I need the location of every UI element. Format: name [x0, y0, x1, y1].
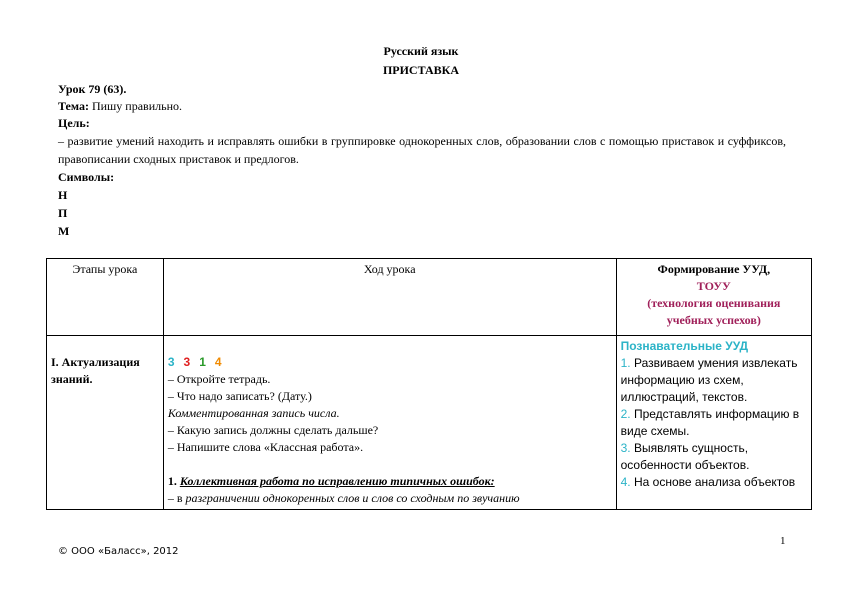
- uud-num: 3.: [620, 441, 631, 455]
- uud-num: 2.: [620, 407, 631, 421]
- number-4: 4: [214, 355, 222, 369]
- lesson-number: Урок 79 (63).: [58, 82, 127, 96]
- step-7: [168, 490, 612, 507]
- uud-text: Развиваем умения извлекать информацию из схем, иллюстраций, текстов.: [620, 356, 798, 404]
- header-uud-line2: ТОУУ: [696, 279, 731, 293]
- uud-num: 1.: [620, 356, 631, 370]
- subject-title: Русский язык: [383, 44, 459, 58]
- step-5: – Напишите слова «Классная работа».: [167, 440, 364, 454]
- symbol-p: П: [58, 206, 68, 220]
- header-uud: [616, 259, 811, 336]
- uud-text: Представлять информацию в виде схемы.: [620, 407, 800, 438]
- step-7-prefix: – в: [167, 491, 183, 505]
- progress-cell: [163, 336, 616, 510]
- uud-num: 4.: [620, 475, 631, 489]
- step-4: – Какую запись должны сделать дальше?: [167, 423, 379, 437]
- stage-cell: [47, 336, 164, 510]
- symbol-m: М: [58, 224, 70, 238]
- step-6-num: 1.: [167, 474, 177, 488]
- header-uud-line4: учебных успехов): [666, 313, 761, 327]
- symbol-n: Н: [58, 188, 68, 202]
- step-6-text: Коллективная работа по исправлению типичных ошибок:: [179, 474, 495, 488]
- uud-text: На основе анализа объектов: [633, 475, 796, 489]
- table-row: [47, 336, 812, 510]
- theme-label: Тема:: [58, 99, 89, 113]
- symbol-numbers: [168, 354, 612, 371]
- uud-text: Выявлять сущность, особенности объектов.: [620, 441, 750, 472]
- lesson-theme: [58, 98, 182, 115]
- step-2: – Что надо записать? (Дату.): [167, 389, 312, 403]
- uud-cell: [616, 336, 811, 510]
- step-3: Комментированная запись числа.: [167, 406, 340, 420]
- step-7-text: разграничении однокоренных слов и слов со сходным по звучанию: [185, 491, 520, 505]
- step-6: [168, 473, 612, 490]
- table-header-row: [47, 259, 812, 336]
- lesson-table: [46, 258, 812, 510]
- stage-label: I. Актуализация знаний.: [51, 355, 140, 386]
- header-stages: Этапы урока: [47, 259, 164, 336]
- uud-title: Познавательные УУД: [620, 339, 749, 353]
- uud-item: [621, 440, 807, 474]
- topic-title: ПРИСТАВКА: [382, 63, 460, 77]
- goal-text: – развитие умений находить и исправлять ошибки в группировке однокоренных слов, образовании слов с помощью приставок и суффиксов, правописании сходных приставок и предлогов.: [58, 134, 786, 166]
- uud-item: [621, 406, 807, 440]
- header-progress: Ход урока: [163, 259, 616, 336]
- symbols-label: Символы:: [58, 170, 115, 184]
- copyright: © ООО «Баласс», 2012: [58, 546, 179, 557]
- uud-item: [621, 355, 807, 406]
- spacer: [168, 456, 612, 473]
- number-2: 3: [183, 355, 191, 369]
- number-1: 3: [167, 355, 175, 369]
- page-number: 1: [780, 535, 786, 547]
- header-uud-line3: (технология оценивания: [647, 296, 781, 310]
- theme-value: Пишу правильно.: [91, 99, 183, 113]
- goal-label: Цель:: [58, 116, 90, 130]
- number-3: 1: [199, 355, 206, 369]
- uud-item: [621, 474, 807, 491]
- header-uud-line1: Формирование УУД,: [657, 262, 771, 276]
- step-1: – Откройте тетрадь.: [167, 372, 271, 386]
